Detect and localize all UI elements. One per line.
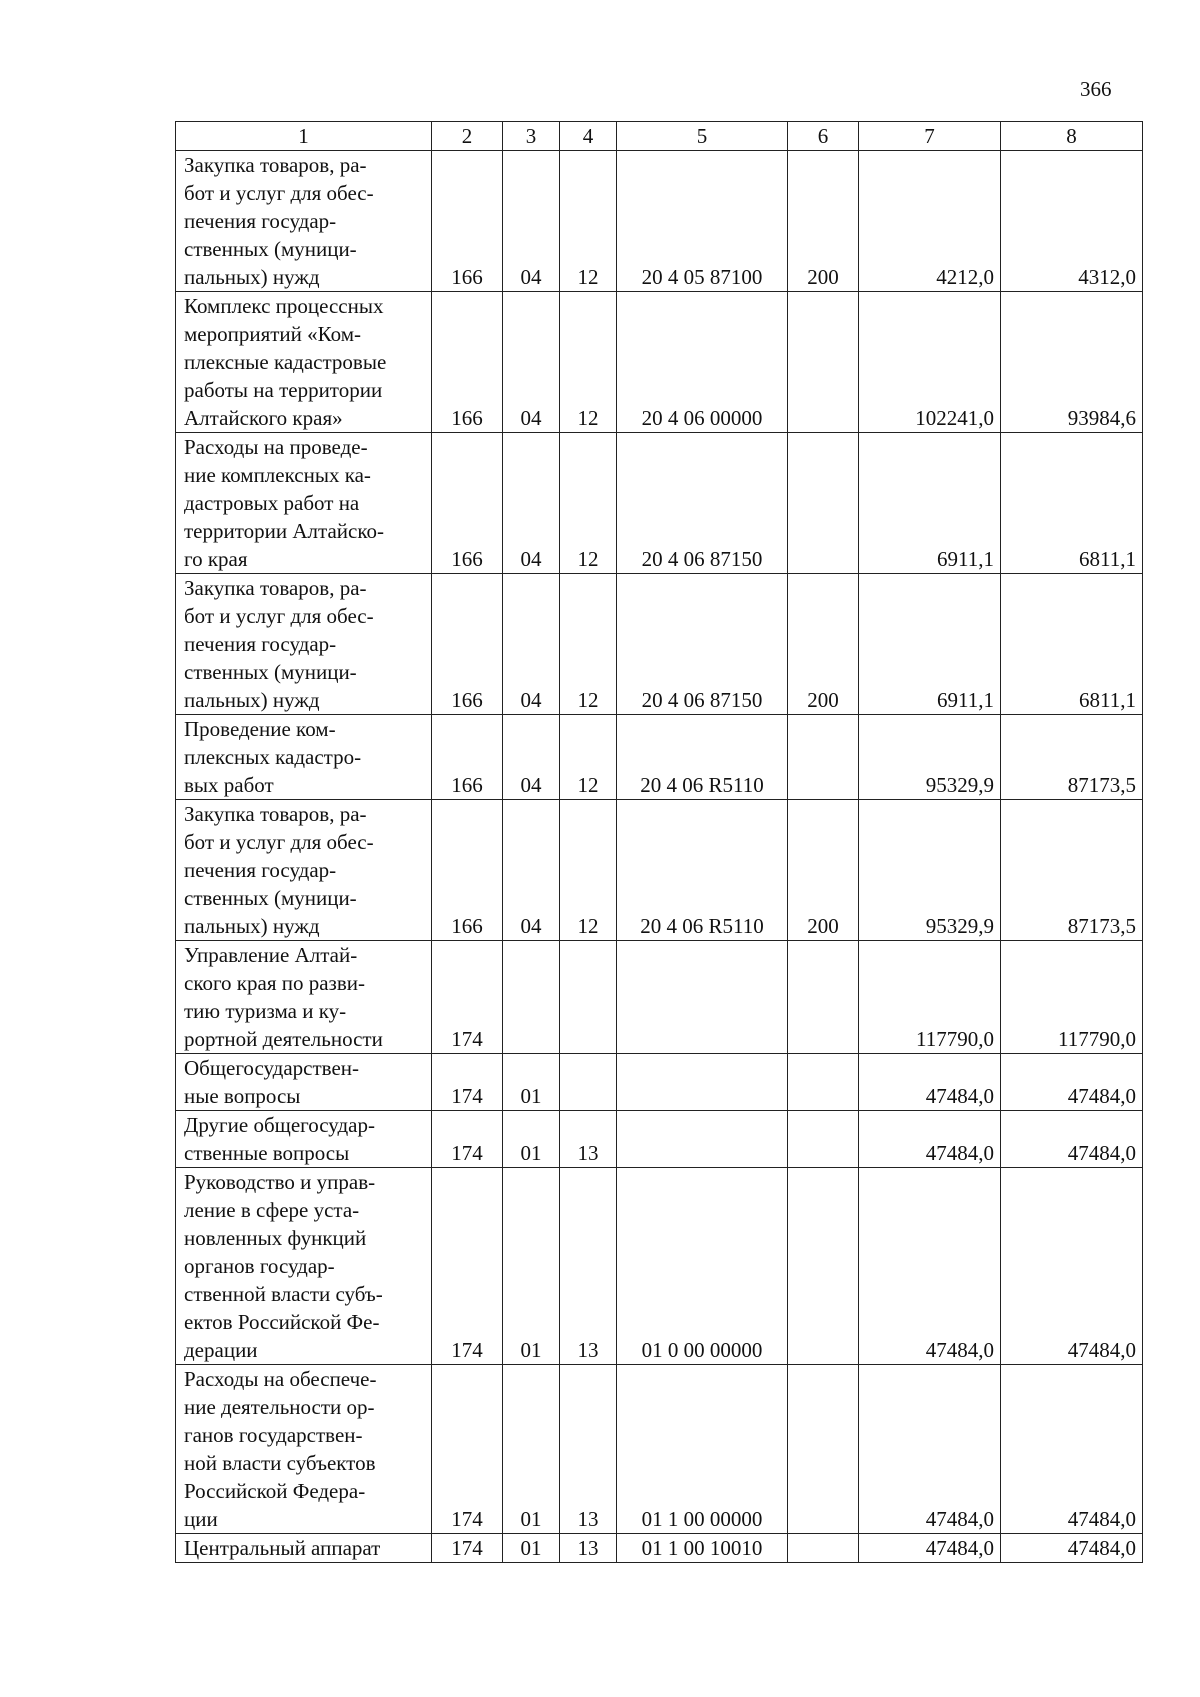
cell-amount-2: 93984,6 <box>1001 292 1143 433</box>
cell-ministry: 166 <box>432 715 503 800</box>
cell-ministry: 166 <box>432 292 503 433</box>
cell-expense-type <box>788 1365 859 1534</box>
cell-subsection: 12 <box>560 800 617 941</box>
cell-amount-1: 47484,0 <box>859 1534 1001 1563</box>
cell-name: Закупка товаров, ра- бот и услуг для обес- печения государ- ственных (муници- пальных) нужд <box>176 800 432 941</box>
cell-section: 01 <box>503 1168 560 1365</box>
cell-subsection: 13 <box>560 1365 617 1534</box>
cell-ministry: 174 <box>432 1168 503 1365</box>
table-row <box>176 715 1143 800</box>
table-row <box>176 941 1143 1054</box>
cell-name: Другие общегосудар- ственные вопросы <box>176 1111 432 1168</box>
cell-amount-1: 47484,0 <box>859 1111 1001 1168</box>
cell-ministry: 174 <box>432 1365 503 1534</box>
cell-amount-1: 47484,0 <box>859 1365 1001 1534</box>
cell-amount-2: 4312,0 <box>1001 151 1143 292</box>
cell-name: Расходы на обеспече- ние деятельности ор- ганов государствен- ной власти субъектов Российской Федера- ции <box>176 1365 432 1534</box>
cell-section: 04 <box>503 151 560 292</box>
cell-subsection: 13 <box>560 1168 617 1365</box>
cell-target-code: 01 0 00 00000 <box>617 1168 788 1365</box>
cell-section: 01 <box>503 1534 560 1563</box>
header-cell-6: 6 <box>788 122 859 151</box>
cell-name: Расходы на проведе- ние комплексных ка- дастровых работ на территории Алтайско- го края <box>176 433 432 574</box>
cell-amount-1: 95329,9 <box>859 715 1001 800</box>
cell-subsection <box>560 941 617 1054</box>
cell-name: Комплекс процессных мероприятий «Ком- плексные кадастровые работы на территории Алтайского края» <box>176 292 432 433</box>
table-row <box>176 433 1143 574</box>
cell-ministry: 166 <box>432 151 503 292</box>
header-cell-3: 3 <box>503 122 560 151</box>
table-row <box>176 292 1143 433</box>
cell-subsection: 13 <box>560 1111 617 1168</box>
cell-subsection: 12 <box>560 715 617 800</box>
cell-ministry: 174 <box>432 1054 503 1111</box>
cell-target-code: 01 1 00 10010 <box>617 1534 788 1563</box>
cell-expense-type <box>788 292 859 433</box>
table-row <box>176 1365 1143 1534</box>
cell-name: Закупка товаров, ра- бот и услуг для обес- печения государ- ственных (муници- пальных) нужд <box>176 151 432 292</box>
cell-ministry: 166 <box>432 574 503 715</box>
cell-subsection <box>560 1054 617 1111</box>
cell-amount-2: 87173,5 <box>1001 800 1143 941</box>
table-row <box>176 1168 1143 1365</box>
cell-expense-type <box>788 941 859 1054</box>
cell-expense-type: 200 <box>788 800 859 941</box>
cell-target-code: 20 4 06 00000 <box>617 292 788 433</box>
cell-name: Руководство и управ- ление в сфере уста- новленных функций органов государ- ственной власти субъ- ектов Российской Фе- дерации <box>176 1168 432 1365</box>
cell-amount-2: 47484,0 <box>1001 1111 1143 1168</box>
header-cell-7: 7 <box>859 122 1001 151</box>
table-row <box>176 800 1143 941</box>
table-row <box>176 1111 1143 1168</box>
cell-target-code <box>617 1054 788 1111</box>
cell-amount-1: 102241,0 <box>859 292 1001 433</box>
page-number: 366 <box>1080 77 1112 101</box>
table-row <box>176 1054 1143 1111</box>
header-cell-8: 8 <box>1001 122 1143 151</box>
header-cell-1: 1 <box>176 122 432 151</box>
cell-amount-1: 4212,0 <box>859 151 1001 292</box>
cell-section: 04 <box>503 800 560 941</box>
cell-expense-type <box>788 1168 859 1365</box>
cell-section: 04 <box>503 574 560 715</box>
cell-target-code: 20 4 06 R5110 <box>617 800 788 941</box>
cell-target-code <box>617 941 788 1054</box>
cell-section: 04 <box>503 715 560 800</box>
cell-ministry: 174 <box>432 941 503 1054</box>
cell-name: Общегосударствен- ные вопросы <box>176 1054 432 1111</box>
cell-expense-type <box>788 1111 859 1168</box>
cell-name: Управление Алтай- ского края по разви- тию туризма и ку- рортной деятельности <box>176 941 432 1054</box>
cell-subsection: 12 <box>560 292 617 433</box>
cell-amount-1: 47484,0 <box>859 1054 1001 1111</box>
cell-target-code: 01 1 00 00000 <box>617 1365 788 1534</box>
cell-subsection: 13 <box>560 1534 617 1563</box>
cell-amount-2: 47484,0 <box>1001 1054 1143 1111</box>
cell-amount-2: 87173,5 <box>1001 715 1143 800</box>
cell-name: Центральный аппарат <box>176 1534 432 1563</box>
cell-amount-2: 6811,1 <box>1001 433 1143 574</box>
header-cell-2: 2 <box>432 122 503 151</box>
cell-expense-type <box>788 433 859 574</box>
cell-amount-1: 95329,9 <box>859 800 1001 941</box>
cell-ministry: 174 <box>432 1111 503 1168</box>
cell-section: 01 <box>503 1111 560 1168</box>
header-cell-5: 5 <box>617 122 788 151</box>
table-row <box>176 1534 1143 1563</box>
header-row <box>176 122 1143 151</box>
cell-target-code <box>617 1111 788 1168</box>
cell-expense-type <box>788 715 859 800</box>
cell-amount-2: 6811,1 <box>1001 574 1143 715</box>
cell-amount-2: 47484,0 <box>1001 1365 1143 1534</box>
budget-table <box>175 121 1143 1563</box>
cell-amount-1: 6911,1 <box>859 433 1001 574</box>
cell-subsection: 12 <box>560 574 617 715</box>
cell-ministry: 174 <box>432 1534 503 1563</box>
cell-expense-type <box>788 1054 859 1111</box>
cell-section: 04 <box>503 433 560 574</box>
cell-amount-2: 47484,0 <box>1001 1168 1143 1365</box>
cell-amount-2: 47484,0 <box>1001 1534 1143 1563</box>
cell-target-code: 20 4 06 87150 <box>617 433 788 574</box>
cell-ministry: 166 <box>432 800 503 941</box>
cell-ministry: 166 <box>432 433 503 574</box>
cell-section: 04 <box>503 292 560 433</box>
cell-name: Проведение ком- плексных кадастро- вых работ <box>176 715 432 800</box>
cell-target-code: 20 4 06 R5110 <box>617 715 788 800</box>
cell-expense-type: 200 <box>788 151 859 292</box>
cell-expense-type <box>788 1534 859 1563</box>
cell-amount-1: 6911,1 <box>859 574 1001 715</box>
cell-name: Закупка товаров, ра- бот и услуг для обес- печения государ- ственных (муници- пальных) нужд <box>176 574 432 715</box>
header-cell-4: 4 <box>560 122 617 151</box>
table-row <box>176 151 1143 292</box>
table-row <box>176 574 1143 715</box>
cell-expense-type: 200 <box>788 574 859 715</box>
cell-section: 01 <box>503 1054 560 1111</box>
cell-amount-1: 117790,0 <box>859 941 1001 1054</box>
cell-amount-1: 47484,0 <box>859 1168 1001 1365</box>
cell-target-code: 20 4 06 87150 <box>617 574 788 715</box>
cell-subsection: 12 <box>560 151 617 292</box>
cell-target-code: 20 4 05 87100 <box>617 151 788 292</box>
cell-section: 01 <box>503 1365 560 1534</box>
cell-subsection: 12 <box>560 433 617 574</box>
cell-amount-2: 117790,0 <box>1001 941 1143 1054</box>
cell-section <box>503 941 560 1054</box>
